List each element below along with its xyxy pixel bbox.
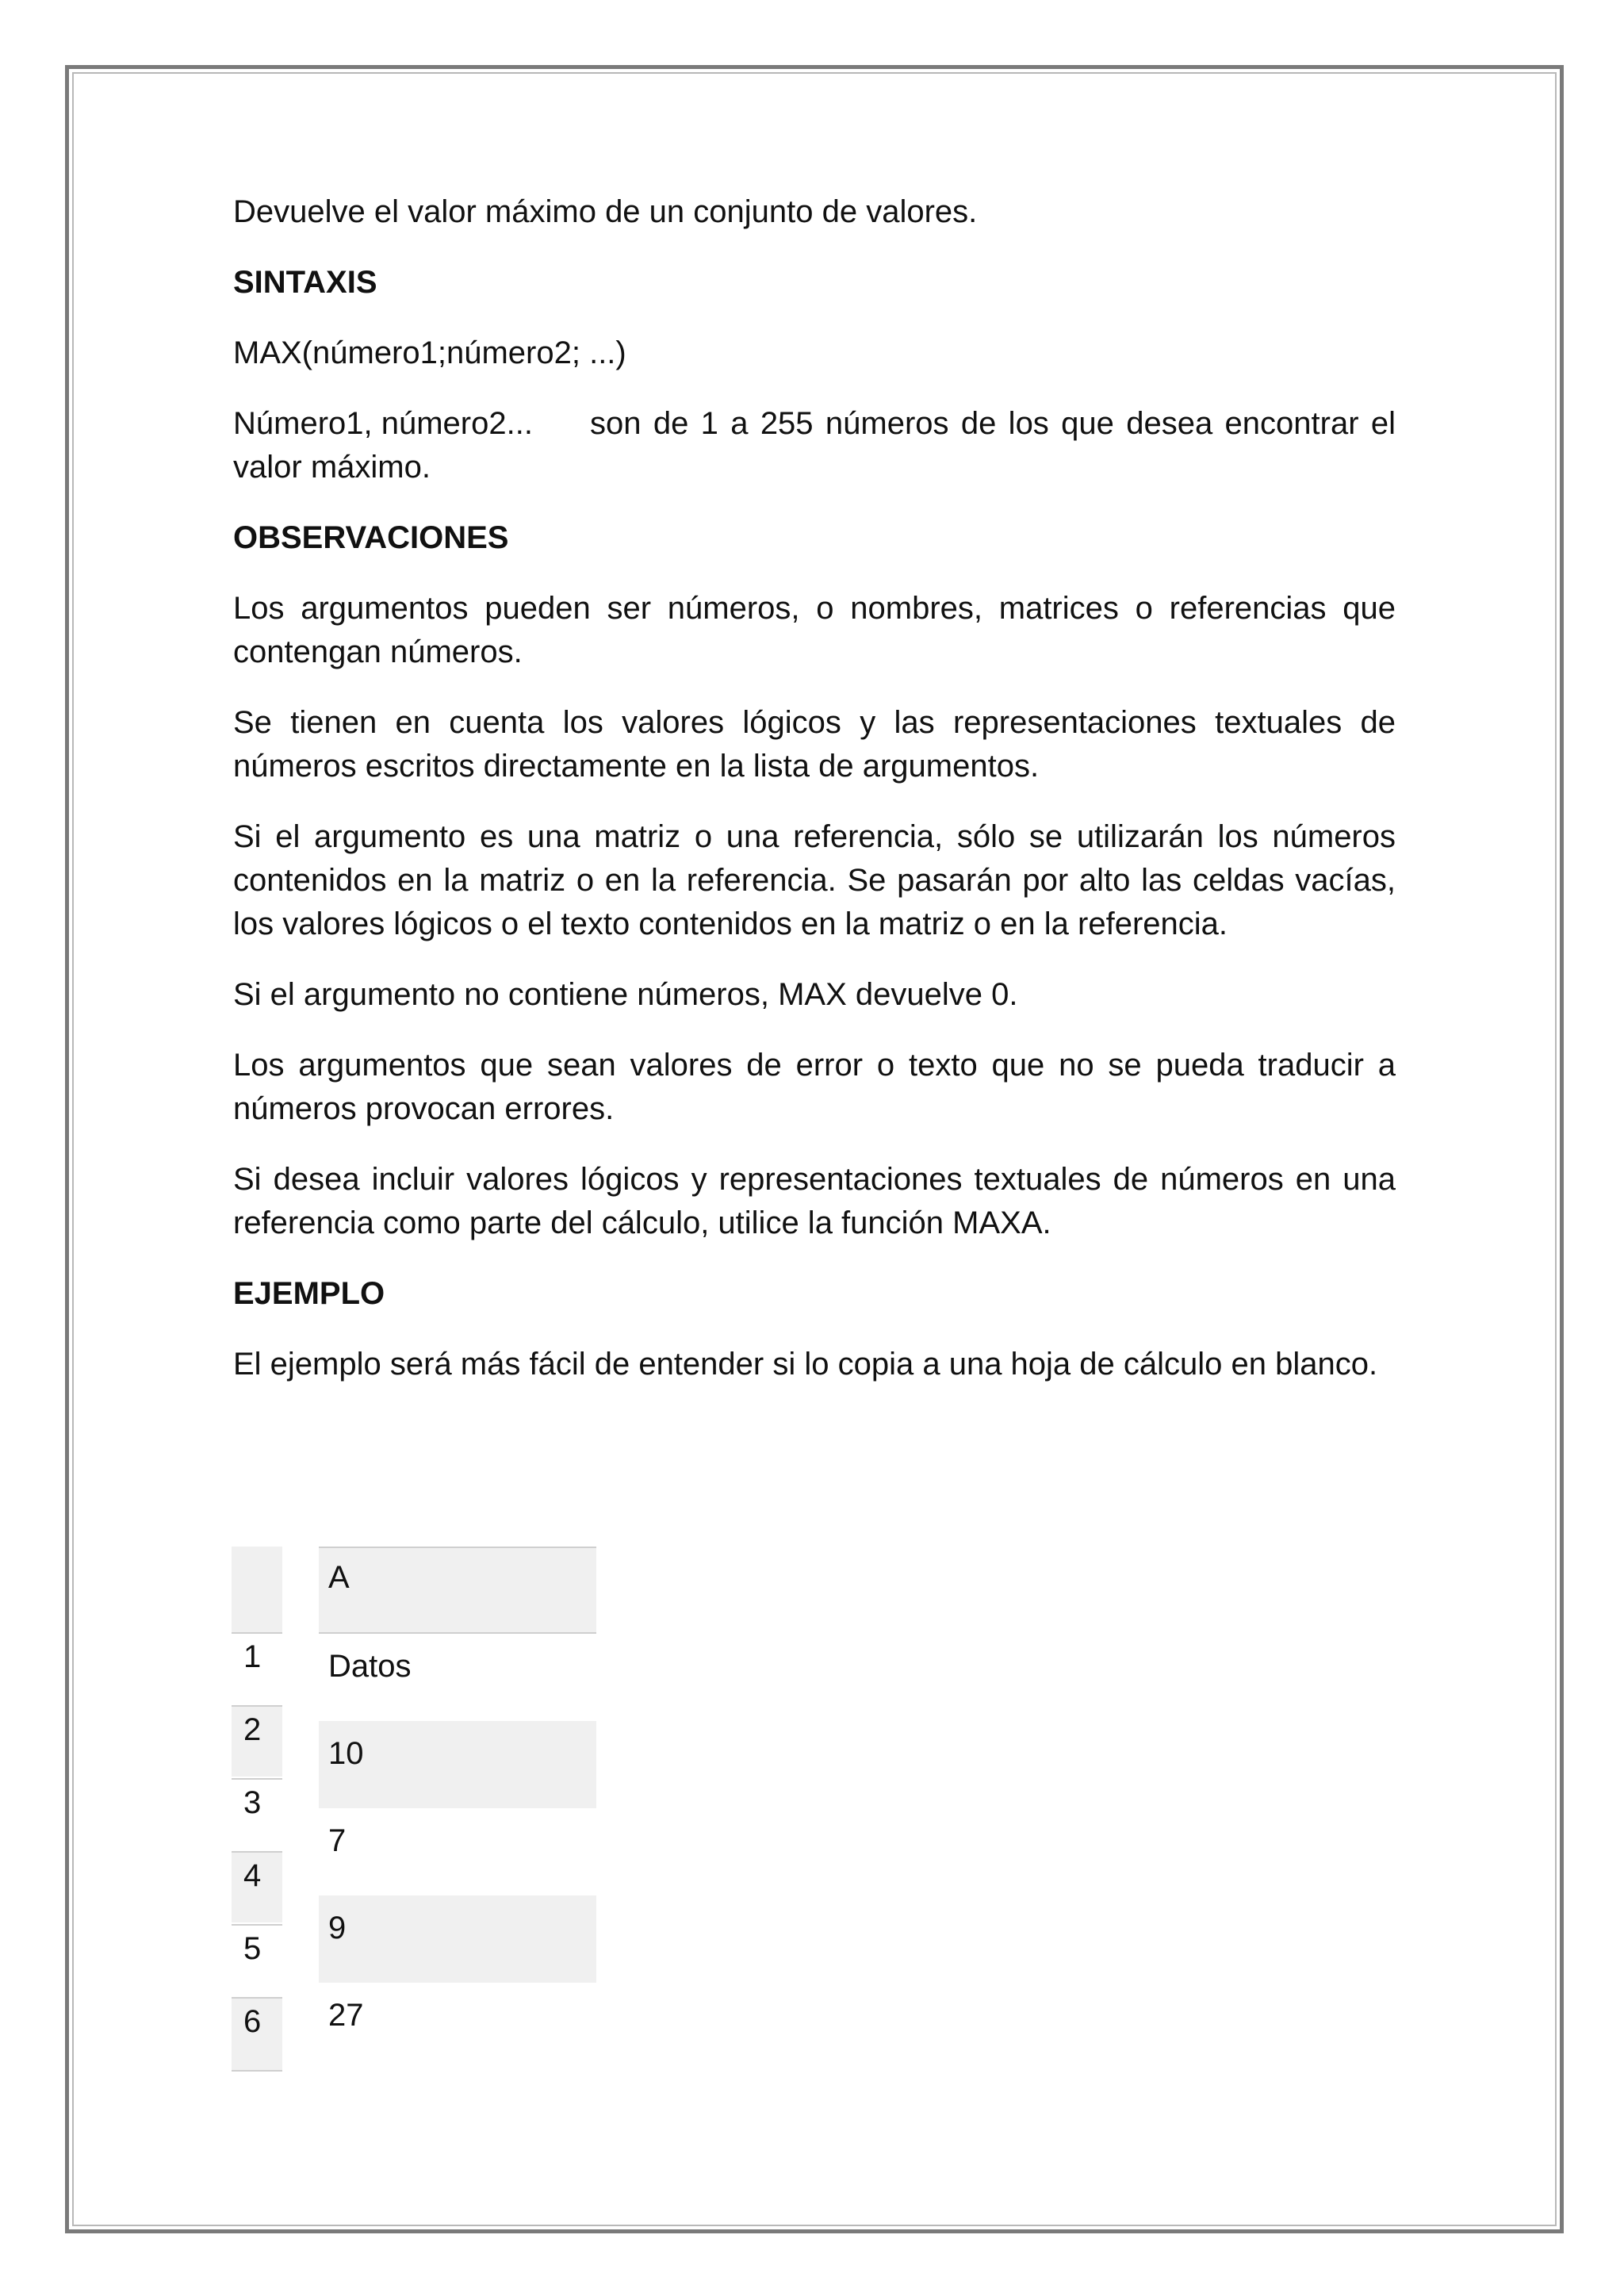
observacion-1: Los argumentos pueden ser números, o nombres, matrices o referencias que contengan números. bbox=[233, 591, 1396, 669]
param-paragraph bbox=[233, 402, 1396, 489]
row-number-1: 1 bbox=[232, 1632, 282, 1704]
cell-a2: 10 bbox=[319, 1721, 596, 1808]
document-body bbox=[233, 190, 1396, 1386]
row-number-3: 3 bbox=[232, 1778, 282, 1849]
corner-cell bbox=[232, 1547, 282, 1632]
sintaxis-heading: SINTAXIS bbox=[233, 265, 377, 300]
row-number-2: 2 bbox=[232, 1705, 282, 1777]
observaciones-heading: OBSERVACIONES bbox=[233, 520, 509, 555]
observacion-5: Los argumentos que sean valores de error o texto que no se pueda traducir a números provocan errores. bbox=[233, 1048, 1396, 1126]
row-number-5: 5 bbox=[232, 1924, 282, 1995]
row-number-4: 4 bbox=[232, 1851, 282, 1922]
row-number-6: 6 bbox=[232, 1997, 282, 2072]
column-header-a: A bbox=[319, 1547, 596, 1634]
syntax-line: MAX(número1;número2; ...) bbox=[233, 335, 626, 370]
param-name: Número1, número2... bbox=[233, 406, 533, 441]
ejemplo-heading: EJEMPLO bbox=[233, 1276, 385, 1311]
param-description: son de 1 a 255 números de los que desea encontrar el valor máximo. bbox=[233, 406, 1396, 485]
cell-a1: Datos bbox=[328, 1649, 412, 1684]
cell-a3: 7 bbox=[328, 1823, 347, 1858]
cell-a4: 9 bbox=[319, 1895, 596, 1983]
observacion-3: Si el argumento es una matriz o una referencia, sólo se utilizarán los números contenidos en la matriz o en la referencia. Se pasarán por alto las celdas vacías, los valores lógicos o el texto contenidos en la matriz o en la referencia. bbox=[233, 819, 1396, 941]
ejemplo-paragraph: El ejemplo será más fácil de entender si lo copia a una hoja de cálculo en blanco. bbox=[233, 1347, 1378, 1382]
cell-a5: 27 bbox=[328, 1998, 364, 2033]
observacion-2: Se tienen en cuenta los valores lógicos y las representaciones textuales de números escritos directamente en la lista de argumentos. bbox=[233, 705, 1396, 784]
intro-paragraph: Devuelve el valor máximo de un conjunto de valores. bbox=[233, 194, 978, 229]
observacion-4: Si el argumento no contiene números, MAX devuelve 0. bbox=[233, 977, 1018, 1012]
observacion-6: Si desea incluir valores lógicos y representaciones textuales de números en una referencia como parte del cálculo, utilice la función MAXA. bbox=[233, 1162, 1396, 1240]
